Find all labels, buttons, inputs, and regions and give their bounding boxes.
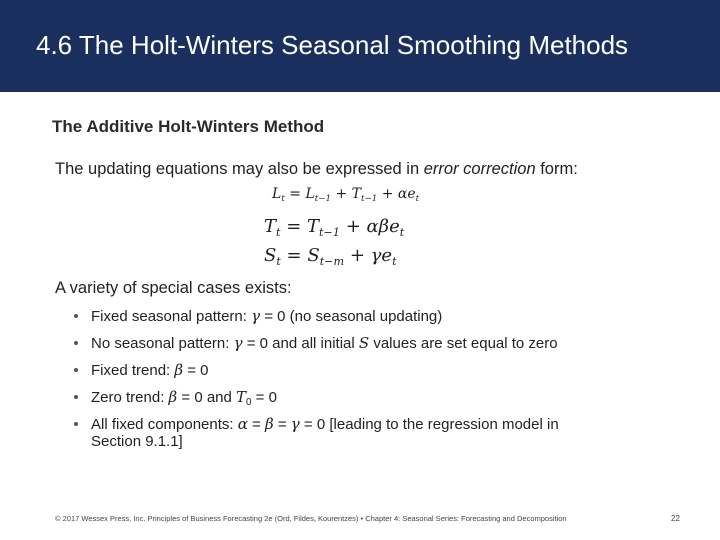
slide-content: The Additive Holt-Winters Method The updating equations may also be expressed in error correction form: $L_t = L_{t-1} + T_{t-1} + \alpha e_t$ $T_t = T_{t-1} + \alpha\beta e_t$ $S_t = S_{t-m} + \gamma e_t$ A variety of special cases exists: Fixed seasonal pattern: γ = 0 (no seasonal updating) No seasonal pattern: γ = 0 and all initial S values are set equal to zero Fixed trend: β = 0 Zero trend: β = 0 and $T_0 = 0$ All fixed components: α = β = γ = 0 [leading to the regression model in Section 9.1.1] © 2017 Wessex Press, Inc. Principles of Business Forecasting 2e (Ord, Fildes, Kourentzes) • Chapter 4: Seasonal Series: Forecasting and Decomposition 22 — [52, 117, 680, 523]
intro-paragraph — [55, 160, 578, 179]
level-equation: $L_t = L_{t-1} + T_{t-1} + \alpha e_t$ — [272, 186, 420, 205]
slide-title: 4.6 The Holt-Winters Seasonal Smoothing Methods — [36, 30, 629, 60]
bullet-icon — [74, 368, 78, 372]
intro-prefix: The updating equations may also be expressed in — [55, 160, 424, 178]
page-number: 22 — [671, 514, 680, 523]
intro-emphasis: error correction — [423, 160, 536, 178]
trend-equation: $T_t = T_{t-1} + \alpha\beta e_t$ — [264, 216, 405, 239]
bullet-icon — [74, 341, 78, 345]
bullet-icon — [74, 395, 78, 399]
bullet-icon — [74, 314, 78, 318]
seasonal-equation: $S_t = S_{t-m} + \gamma e_t$ — [264, 245, 397, 268]
bullet-icon — [74, 422, 78, 426]
list-item-continuation: Section 9.1.1] — [91, 433, 183, 450]
cases-intro: A variety of special cases exists: — [55, 279, 292, 297]
section-heading: The Additive Holt-Winters Method — [52, 117, 325, 136]
intro-suffix: form: — [535, 160, 578, 178]
footer-copyright: © 2017 Wessex Press, Inc. Principles of Business Forecasting 2e (Ord, Fildes, Kourentzes) • Chapter 4: Seasonal Series: Forecasting and Decomposition — [55, 514, 567, 523]
